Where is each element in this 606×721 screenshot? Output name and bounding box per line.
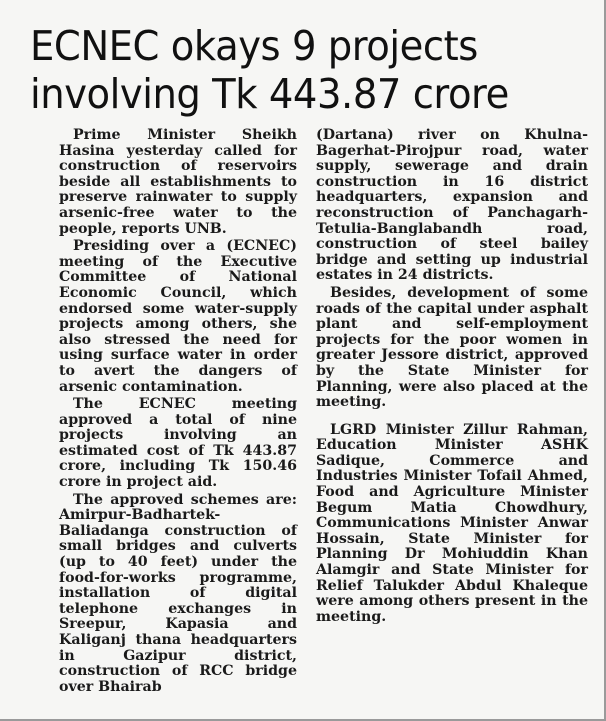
article-paragraph: (Dartana) river on Khulna-Bagerhat-Pirojpur road, water supply, sewerage and drain construction in 16 district headquarters, expansion and reconstruction of Panchagarh-Tetulia-Banglabandh road, construction of steel bailey bridge and setting up industrial estates in 24 districts. <box>316 127 588 284</box>
article-paragraph: LGRD Minister Zillur Rahman, Education Minister ASHK Sadique, Commerce and Industries Minister Tofail Ahmed, Food and Agriculture Minister Begum Matia Chowdhury, Communications Minister Anwar Hossain, State Minister for Planning Dr Mohiuddin Khan Alamgir and State Minister for Relief Talukder Abdul Khaleque were among others present in the meeting. <box>316 421 588 625</box>
article-paragraph: Prime Minister Sheikh Hasina yesterday called for construction of reservoirs beside all establishments to preserve rainwater to supply arsenic-free water to the people, reports UNB. <box>59 127 297 237</box>
article-column-right <box>316 128 588 627</box>
article-paragraph: The approved schemes are: Amirpur-Badhartek-Baliadanga construction of small bridges and culverts (up to 40 feet) under the food-for-works programme, installation of digital telephone exchanges in Sreepur, Kapasia and Kaliganj thana headquarters in Gazipur district, construction of RCC bridge over Bhairab <box>59 491 297 695</box>
headline-line-2: involving Tk 443.87 crore <box>30 70 509 118</box>
article-paragraph: The ECNEC meeting approved a total of nine projects involving an estimated cost of Tk 443.87 crore, including Tk 150.46 crore in project aid. <box>59 396 297 491</box>
headline <box>30 22 556 118</box>
article-column-left <box>59 128 297 697</box>
article-paragraph: Besides, development of some roads of the capital under asphalt plant and self-employment projects for the poor women in greater Jessore district, approved by the State Minister for Planning, were also placed at the meeting. <box>316 284 588 411</box>
headline-line-1: ECNEC okays 9 projects <box>30 22 478 70</box>
article-paragraph: Presiding over a (ECNEC) meeting of the Executive Committee of National Economic Council, which endorsed some water-supply projects among others, she also stressed the need for using surface water in order to avert the dangers of arsenic contamination. <box>59 238 297 395</box>
